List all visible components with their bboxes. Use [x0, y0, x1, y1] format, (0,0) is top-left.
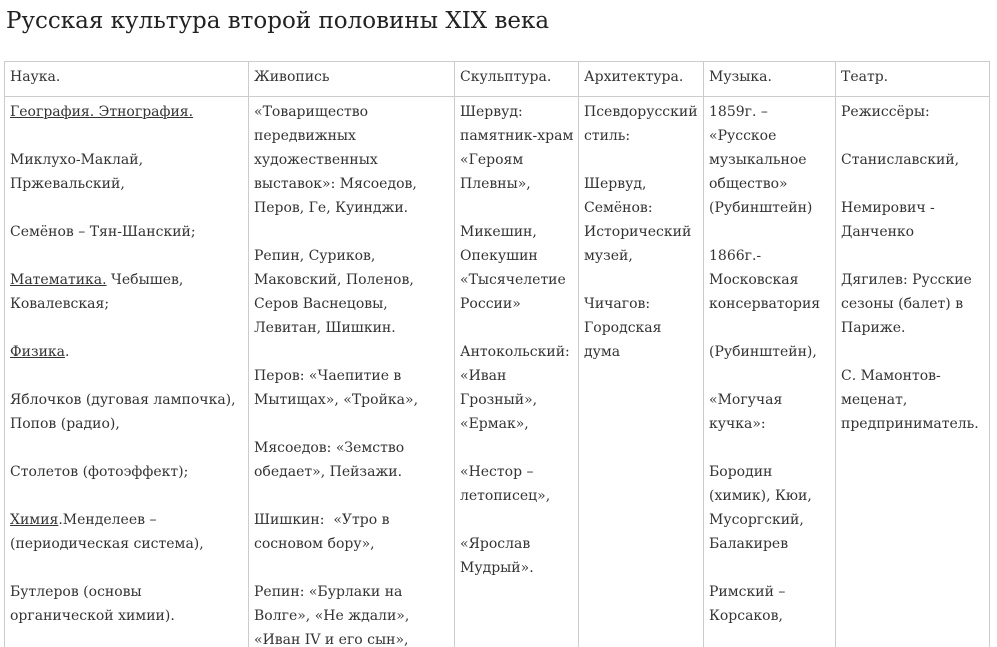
cell-line: [254, 172, 450, 196]
cell-text: Шишкин: «Утро в: [254, 512, 390, 528]
cell-line: [10, 172, 244, 196]
cell-line: [584, 100, 699, 124]
cell-text: кучка»:: [709, 416, 766, 432]
cell-line: [254, 364, 450, 388]
cell-line: [709, 388, 831, 412]
cell-text: Антокольский:: [460, 344, 570, 360]
cell-text: Городская дума: [584, 320, 666, 360]
cell-line: [254, 220, 450, 244]
cell-line: [584, 196, 699, 220]
cell-line: [10, 556, 244, 580]
cell-line: [10, 292, 244, 316]
cell-line: [10, 148, 244, 172]
cell-line: [584, 316, 699, 364]
page-title: Русская культура второй половины XIX века: [6, 8, 550, 34]
cell-text: Попов (радио),: [10, 416, 120, 432]
cell-line: [10, 244, 244, 268]
cell-line: [10, 124, 244, 148]
underlined-heading: Химия: [10, 512, 59, 528]
cell-text: Чебышев,: [106, 272, 184, 288]
cell-line: [254, 580, 450, 604]
cell-line: [254, 100, 450, 124]
cell-text: «Иван: [460, 368, 507, 384]
cell-text: Плевны»,: [460, 176, 531, 192]
cell-text: России»: [460, 296, 521, 312]
cell-text: Чичагов:: [584, 296, 651, 312]
cell-line: [254, 604, 450, 628]
cell-line: [254, 340, 450, 364]
cell-line: [10, 220, 244, 244]
cell-text: стиль:: [584, 128, 631, 144]
cell-line: [10, 460, 244, 484]
cell-line: [584, 268, 699, 292]
cell-line: [460, 100, 574, 124]
cell-text: Париже.: [841, 320, 906, 336]
cell-text: Мусоргский,: [709, 512, 804, 528]
cell-line: [584, 148, 699, 172]
cell-line: [709, 364, 831, 388]
cell-text: «Героям: [460, 152, 524, 168]
cell-line: [584, 220, 699, 244]
cell-text: обедает», Пейзажи.: [254, 464, 403, 480]
cell-text: Римский –: [709, 584, 786, 600]
cell-line: [10, 580, 244, 604]
cell-text: Серов Васнецовы,: [254, 296, 388, 312]
cell-line: [841, 100, 985, 124]
cell-line: [709, 244, 831, 268]
cell-text: Исторический: [584, 224, 692, 240]
cell-line: [10, 364, 244, 388]
cell-painting: [249, 97, 455, 647]
cell-line: [460, 124, 574, 148]
cell-text: Опекушин: [460, 248, 538, 264]
cell-music: [704, 97, 836, 647]
cell-line: [10, 268, 244, 292]
cell-text: (Рубинштейн): [709, 200, 813, 216]
cell-line: [841, 220, 985, 244]
cell-text: Данченко: [841, 224, 915, 240]
cell-line: [709, 340, 831, 364]
cell-text: Грозный»,: [460, 392, 538, 408]
cell-line: [254, 292, 450, 316]
cell-text: Шервуд,: [584, 176, 647, 192]
cell-text: памятник-храм: [460, 128, 574, 144]
cell-text: летописец»,: [460, 488, 551, 504]
cell-line: [460, 340, 574, 364]
cell-text: Корсаков,: [709, 608, 783, 624]
cell-text: (химик), Кюи,: [709, 488, 812, 504]
cell-line: [460, 268, 574, 292]
cell-line: [10, 388, 244, 412]
cell-line: [841, 364, 985, 388]
cell-line: [841, 412, 985, 436]
cell-line: [254, 244, 450, 268]
cell-line: [460, 460, 574, 484]
cell-text: Балакирев: [709, 536, 789, 552]
cell-text: Репин: «Бурлаки на: [254, 584, 403, 600]
cell-line: [709, 508, 831, 532]
cell-line: [841, 172, 985, 196]
cell-text: Станиславский,: [841, 152, 960, 168]
cell-text: Столетов (фотоэффект);: [10, 464, 189, 480]
cell-line: [460, 292, 574, 316]
cell-text: Московская: [709, 272, 799, 288]
cell-line: [584, 172, 699, 196]
cell-line: [460, 484, 574, 508]
cell-line: [841, 148, 985, 172]
cell-line: [841, 124, 985, 148]
cell-line: [841, 244, 985, 268]
cell-text: сосновом бору»,: [254, 536, 375, 552]
cell-line: [10, 316, 244, 340]
cell-text: передвижных: [254, 128, 356, 144]
cell-text: художественных: [254, 152, 378, 168]
cell-line: [709, 556, 831, 580]
cell-line: [254, 532, 450, 556]
cell-line: [709, 268, 831, 292]
cell-line: [254, 316, 450, 340]
cell-line: [709, 580, 831, 604]
cell-line: [841, 388, 985, 412]
cell-line: [460, 244, 574, 268]
cell-text: Волге», «Не ждали»,: [254, 608, 410, 624]
cell-line: [709, 412, 831, 436]
cell-line: [460, 172, 574, 196]
cell-text: 1859г. –: [709, 104, 768, 120]
cell-text: Бутлеров (основы: [10, 584, 142, 600]
cell-text: «Иван IV и его сын»,: [254, 632, 409, 647]
cell-text: выставок»: Мясоедов,: [254, 176, 417, 192]
cell-text: предприниматель.: [841, 416, 979, 432]
cell-line: [10, 100, 244, 124]
cell-line: [460, 436, 574, 460]
underlined-heading: Физика: [10, 344, 66, 360]
cell-line: [460, 364, 574, 388]
cell-text: «Могучая: [709, 392, 783, 408]
cell-text: меценат,: [841, 392, 908, 408]
cell-line: [254, 460, 450, 484]
cell-line: [841, 316, 985, 340]
cell-line: [254, 484, 450, 508]
cell-line: [254, 148, 450, 172]
cell-line: [460, 508, 574, 532]
cell-line: [10, 604, 244, 628]
cell-line: [254, 268, 450, 292]
cell-text: «Товарищество: [254, 104, 369, 120]
cell-text: Перов, Ге, Куинджи.: [254, 200, 409, 216]
cell-text: «Ярослав: [460, 536, 531, 552]
cell-line: [10, 196, 244, 220]
cell-text: «Русское: [709, 128, 777, 144]
cell-text: музей,: [584, 248, 633, 264]
cell-line: [254, 628, 450, 647]
cell-text: Ковалевская;: [10, 296, 110, 312]
cell-line: [460, 220, 574, 244]
cell-text: .Менделеев –: [58, 512, 157, 528]
cell-text: Репин, Суриков,: [254, 248, 376, 264]
cell-line: [10, 532, 244, 556]
header-sculpture: Скульптура.: [455, 62, 579, 97]
cell-architecture: [579, 97, 704, 647]
cell-line: [10, 484, 244, 508]
cell-line: [709, 460, 831, 484]
header-architecture: Архитектура.: [579, 62, 704, 97]
cell-text: Миклухо-Маклай,: [10, 152, 144, 168]
cell-line: [841, 340, 985, 364]
table-header-row: [5, 62, 990, 97]
header-theatre: Театр.: [836, 62, 990, 97]
cell-text: консерватория: [709, 296, 821, 312]
cell-text: Немирович -: [841, 200, 935, 216]
cell-text: Мясоедов: «Земство: [254, 440, 405, 456]
cell-line: [254, 388, 450, 412]
cell-text: Семёнов – Тян-Шанский;: [10, 224, 196, 240]
cell-line: [460, 196, 574, 220]
cell-line: [254, 412, 450, 436]
cell-theatre: [836, 97, 990, 647]
cell-text: «Ермак»,: [460, 416, 529, 432]
cell-text: Яблочков (дуговая лампочка),: [10, 392, 236, 408]
cell-line: [254, 556, 450, 580]
cell-text: Пржевальский,: [10, 176, 125, 192]
header-science: Наука.: [5, 62, 249, 97]
cell-line: [254, 196, 450, 220]
cell-line: [841, 292, 985, 316]
cell-text: Левитан, Шишкин.: [254, 320, 396, 336]
underlined-heading: География. Этнография.: [10, 104, 194, 120]
cell-line: [709, 124, 831, 148]
cell-text: Режиссёры:: [841, 104, 930, 120]
cell-line: [709, 220, 831, 244]
cell-text: органической химии).: [10, 608, 175, 624]
cell-text: Шервуд:: [460, 104, 523, 120]
header-painting: Живопись: [249, 62, 455, 97]
cell-text: музыкальное: [709, 152, 807, 168]
cell-text: Микешин,: [460, 224, 537, 240]
cell-text: 1866г.-: [709, 248, 762, 264]
cell-text: .: [65, 344, 70, 360]
cell-line: [709, 100, 831, 124]
cell-text: Перов: «Чаепитие в: [254, 368, 402, 384]
cell-line: [460, 412, 574, 436]
cell-line: [709, 316, 831, 340]
cell-line: [10, 340, 244, 364]
cell-text: Бородин: [709, 464, 773, 480]
table-row: [5, 97, 990, 647]
cell-line: [254, 124, 450, 148]
header-music: Музыка.: [704, 62, 836, 97]
cell-line: [10, 436, 244, 460]
cell-line: [460, 388, 574, 412]
cell-text: сезоны (балет) в: [841, 296, 964, 312]
cell-text: Дягилев: Русские: [841, 272, 972, 288]
culture-table: [4, 61, 990, 647]
cell-text: Маковский, Поленов,: [254, 272, 414, 288]
cell-line: [254, 508, 450, 532]
cell-text: общество»: [709, 176, 788, 192]
cell-text: «Тысячелетие: [460, 272, 566, 288]
cell-line: [841, 268, 985, 292]
cell-line: [709, 148, 831, 172]
cell-line: [584, 244, 699, 268]
cell-text: С. Мамонтов-: [841, 368, 941, 384]
cell-line: [709, 532, 831, 556]
cell-line: [709, 604, 831, 628]
cell-line: [460, 148, 574, 172]
cell-text: Псевдорусский: [584, 104, 698, 120]
cell-text: «Нестор –: [460, 464, 534, 480]
cell-line: [584, 292, 699, 316]
cell-text: Мудрый».: [460, 560, 534, 576]
cell-sculpture: [455, 97, 579, 647]
cell-line: [584, 124, 699, 148]
cell-line: [10, 412, 244, 436]
cell-line: [709, 484, 831, 508]
cell-line: [841, 196, 985, 220]
cell-line: [254, 436, 450, 460]
cell-text: Семёнов:: [584, 200, 653, 216]
cell-text: (периодическая система),: [10, 536, 204, 552]
cell-line: [709, 196, 831, 220]
cell-line: [709, 172, 831, 196]
cell-science: [5, 97, 249, 647]
cell-text: Мытищах», «Тройка»,: [254, 392, 419, 408]
cell-line: [709, 292, 831, 316]
cell-line: [10, 508, 244, 532]
cell-line: [460, 532, 574, 556]
cell-text: (Рубинштейн),: [709, 344, 817, 360]
cell-line: [709, 436, 831, 460]
underlined-heading: Математика.: [10, 272, 107, 288]
cell-line: [460, 556, 574, 580]
cell-line: [460, 316, 574, 340]
